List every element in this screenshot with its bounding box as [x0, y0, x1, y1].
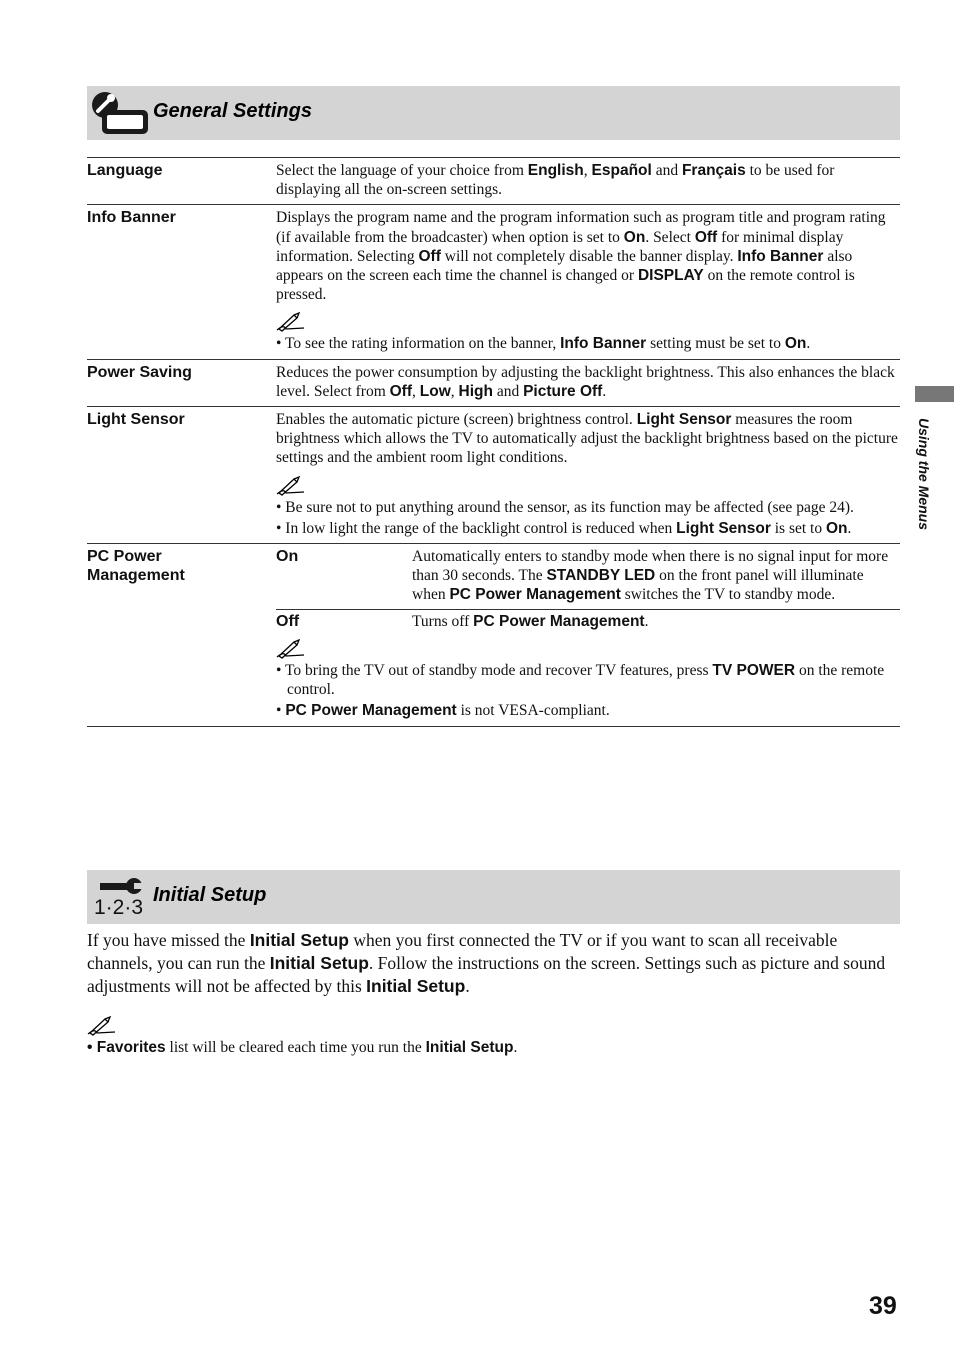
- term-light-sensor: Light Sensor: [87, 411, 185, 429]
- option-off-desc: Turns off PC Power Management.: [412, 612, 649, 630]
- option-row-on: [276, 547, 900, 609]
- desc-power-saving: Reduces the power consumption by adjusting the backlight brightness. This also enhances the black level. Select from Off, Low, High and Picture Off.: [276, 363, 895, 400]
- note-pc-power-2: • PC Power Management is not VESA-compliant.: [276, 702, 610, 720]
- desc-info-banner: Displays the program name and the program information such as program title and program rating (if available from the broadcaster) when option is set to On. Select Off for minimal display information. Selecting Off will not completely disable the banner display. Info Banner also appears on the screen each time the channel is changed or DISPLAY on the remote control is pressed. • To see the rating information on the banner, Info Banner setting must be set to On.: [276, 205, 900, 359]
- term-info-banner: Info Banner: [87, 209, 176, 227]
- desc-light-sensor: Enables the automatic picture (screen) brightness control. Light Sensor measures the room brightness which allows the TV to automatically adjust the backlight brightness based on the picture settings and the ambient room light conditions. • Be sure not to put anything around the sensor, as its function may be affected (see page 24). • In low light the range of the backlight control is reduced when Light Sensor is set to On.: [276, 407, 900, 544]
- note-pencil-icon: [276, 476, 306, 496]
- note-light-sensor-1: • Be sure not to put anything around the sensor, as its function may be affected (see page 24).: [276, 498, 854, 516]
- initial-setup-icon-number: 1·2·3: [94, 896, 144, 919]
- note-pc-power-1: • To bring the TV out of standby mode and recover TV features, press TV POWER on the remote control.: [276, 661, 885, 699]
- wrench-tv-icon: [90, 89, 152, 137]
- table-row-language: [87, 158, 900, 205]
- note-initial-setup: • Favorites list will be cleared each time you run the Initial Setup.: [87, 1039, 518, 1056]
- term-power-saving: Power Saving: [87, 363, 192, 381]
- note-info-banner: • To see the rating information on the banner, Info Banner setting must be set to On.: [276, 335, 811, 353]
- table-row-power-saving: [87, 359, 900, 406]
- term-pc-power-management: PC Power Management: [87, 548, 185, 585]
- term-language: Language: [87, 162, 163, 179]
- option-off-label: Off: [276, 612, 300, 630]
- table-row-pc-power: [87, 544, 900, 727]
- desc-language: Select the language of your choice from English, Español and Français to be used for displaying all the on-screen settings.: [276, 162, 835, 199]
- side-tab-label: Using the Menus: [916, 418, 932, 531]
- initial-setup-title: Initial Setup: [153, 884, 267, 906]
- option-on-desc: Automatically enters to standby mode when there is no signal input for more than 30 seconds. The STANDBY LED on the front panel will illuminate when PC Power Management switches the TV to standby mode.: [412, 548, 889, 604]
- note-pencil-icon: [276, 312, 306, 332]
- page-number: 39: [869, 1292, 897, 1320]
- general-settings-table: [87, 157, 900, 727]
- side-tab-marker: [915, 386, 954, 402]
- note-pencil-icon: [87, 1016, 117, 1036]
- initial-setup-paragraph: If you have missed the Initial Setup when you first connected the TV or if you want to scan all receivable channels, you can run the Initial Setup. Follow the instructions on the screen. Settings such as picture and sound adjustments will not be affected by this Initial Setup.: [87, 930, 886, 996]
- table-row-light-sensor: [87, 407, 900, 544]
- desc-pc-power-management: [276, 544, 900, 727]
- pc-power-options: [276, 547, 900, 631]
- note-pencil-icon: [276, 639, 306, 659]
- note-light-sensor-2: • In low light the range of the backlight control is reduced when Light Sensor is set to On.: [276, 519, 852, 537]
- wrench-icon: [98, 876, 144, 896]
- option-on-label: On: [276, 548, 299, 566]
- option-row-off: [276, 609, 900, 631]
- table-row-info-banner: [87, 205, 900, 359]
- general-settings-title: General Settings: [153, 100, 312, 122]
